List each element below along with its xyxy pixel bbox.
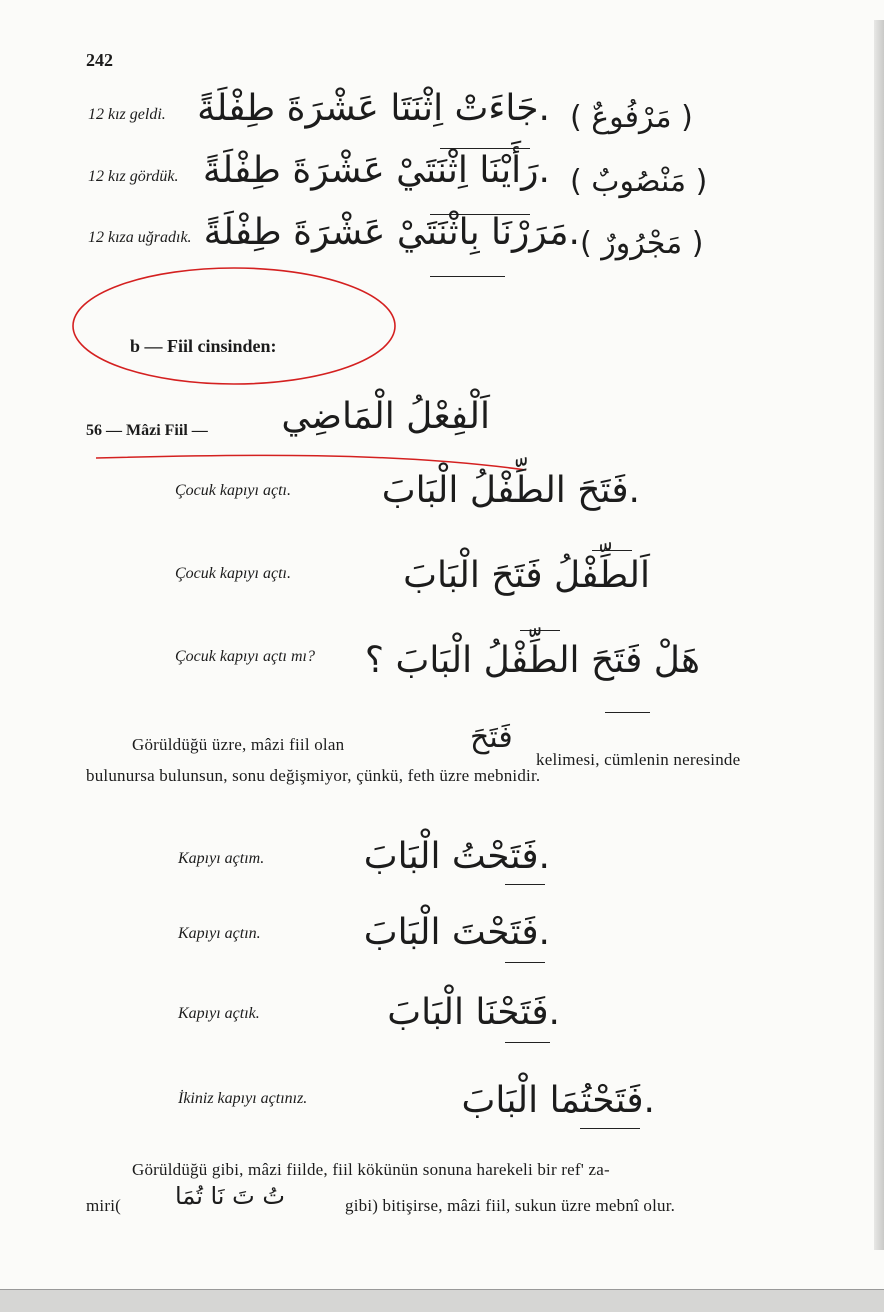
para2-line1: Görüldüğü gibi, mâzi fiilde, fiil kökünün sonuna harekeli bir ref' za- xyxy=(132,1160,610,1179)
section-56-arabic: اَلْفِعْلُ الْمَاضِي xyxy=(281,396,490,437)
conj-arabic-3: .فَتَحْنَا الْبَابَ xyxy=(387,992,560,1033)
conj-arabic-2: .فَتَحْتَ الْبَابَ xyxy=(363,912,550,953)
para2-line2-b: gibi) bitişirse, mâzi fiil, sukun üzre mebnî olur. xyxy=(345,1196,676,1215)
translation-2: 12 kız gördük. xyxy=(88,168,179,185)
conj-translation-4: İkiniz kapıyı açtınız. xyxy=(178,1090,308,1107)
para1-line1-a: Görüldüğü üzre, mâzi fiil olan xyxy=(132,735,345,754)
page-edge-right xyxy=(874,20,884,1250)
case-label-2: ( مَنْصُوبٌ ) xyxy=(570,164,708,199)
case-label-1: ( مَرْفُوعٌ ) xyxy=(570,100,693,135)
para1-arabic-word: فَتَحَ xyxy=(470,720,513,755)
red-circle-annotation xyxy=(70,264,410,392)
section-56-label: 56 — Mâzi Fiil — xyxy=(86,422,208,439)
mazi-translation-1: Çocuk kapıyı açtı. xyxy=(175,482,291,499)
conj-arabic-1: .فَتَحْتُ الْبَابَ xyxy=(363,836,550,877)
para2-pronoun-suffixes: تُ تَ نَا تُمَا xyxy=(175,1182,285,1210)
conj-translation-3: Kapıyı açtık. xyxy=(178,1005,260,1022)
conj-translation-2: Kapıyı açtın. xyxy=(178,925,261,942)
conj-translation-1: Kapıyı açtım. xyxy=(178,850,265,867)
page-edge-bottom xyxy=(0,1289,884,1312)
para1-line1-b: kelimesi, cümlenin neresinde xyxy=(536,750,741,769)
mazi-arabic-3: هَلْ فَتَحَ الطِّفْلُ الْبَابَ ؟ xyxy=(364,640,700,681)
para1-line2: bulunursa bulunsun, sonu değişmiyor, çünkü, feth üzre mebnidir. xyxy=(86,766,541,785)
arabic-2: .رَأَيْنَا اِثْنَتَيْ عَشْرَةَ طِفْلَةً xyxy=(202,150,550,191)
arabic-1: .جَاءَتْ اِثْنَتَا عَشْرَةَ طِفْلَةً xyxy=(197,88,550,129)
translation-1: 12 kız geldi. xyxy=(88,106,166,123)
mazi-arabic-1: .فَتَحَ الطِّفْلُ الْبَابَ xyxy=(381,470,640,511)
arabic-3: .مَرَرْنَا بِاثْنَتَيْ عَشْرَةَ طِفْلَةً xyxy=(203,212,580,253)
case-label-3: ( مَجْرُورٌ ) xyxy=(580,226,704,261)
page-number: 242 xyxy=(86,50,113,70)
para2-line2-a: miri( xyxy=(86,1196,121,1215)
mazi-translation-2: Çocuk kapıyı açtı. xyxy=(175,565,291,582)
translation-3: 12 kıza uğradık. xyxy=(88,229,192,246)
mazi-translation-3: Çocuk kapıyı açtı mı? xyxy=(175,648,315,665)
conj-arabic-4: .فَتَحْتُمَا الْبَابَ xyxy=(461,1080,655,1121)
mazi-arabic-2: اَلطِّفْلُ فَتَحَ الْبَابَ xyxy=(403,555,650,596)
section-b-heading: b — Fiil cinsinden: xyxy=(130,336,277,356)
